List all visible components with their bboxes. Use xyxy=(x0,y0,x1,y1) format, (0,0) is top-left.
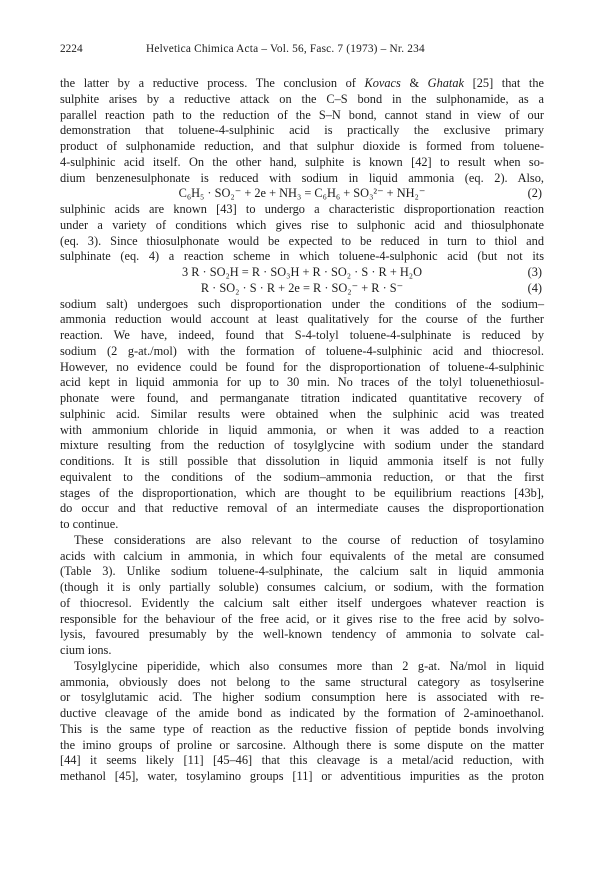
text-line: sulphite arises by a reductive attack on the C–S bond in the sulphonamide, as a xyxy=(60,91,544,106)
text-line: ammonia reduction would account at least qualitatively for the course of the further xyxy=(60,312,544,327)
text-line: 4-sulphinic acid itself. On the other hand, sulphite is known [42] to result when so- xyxy=(60,154,544,169)
running-header xyxy=(60,43,544,59)
text-line: dium benzenesulphonate is reduced with sodium in liquid ammonia (eq. 2). Also, xyxy=(60,170,544,185)
text-line: This is the same type of reaction as the reductive fission of peptide bonds involving xyxy=(60,721,544,736)
text-line: of thiocresol. Evidently the calcium salt either itself undergoes whatever reaction is xyxy=(60,595,544,610)
equation-text: C₆H₅ · SO₂⁻ + 2e + NH₃ = C₆H₆ + SO₃²⁻ + NH₂⁻ xyxy=(178,186,426,201)
text-line: the imino groups of proline or sarcosine. Although there is some dispute on the matter xyxy=(60,737,544,752)
text-line: (eq. 3). Since thiosulphonate would be expected to be reduced in turn to thiol and xyxy=(60,233,544,248)
text-line: (though it is only partially soluble) consumes calcium, or sodium, with the formation xyxy=(60,580,544,594)
equation-number: (3) xyxy=(527,265,542,279)
equation-number: (2) xyxy=(527,186,542,201)
text-line: reaction. We have, indeed, found that S-4-tolyl toluene-4-sulphinate is reduced by xyxy=(60,328,544,342)
text-line: methanol [45], water, tosylamino groups [11] or adventitious impurities as the proton xyxy=(60,769,544,783)
equation-text: 3 R · SO₂H = R · SO₃H + R · SO₂ · S · R + H₂O xyxy=(181,265,423,279)
text-line: or tosylglutamic acid. The higher sodium consumption here is associated with re- xyxy=(60,690,544,705)
text-line: with ammonium chloride in liquid ammonia, or when it was added to a reaction xyxy=(60,422,544,437)
text-line: stages of the disproportionation, which are thought to be equilibrium reactions [43b], xyxy=(60,485,544,500)
equation xyxy=(60,186,544,202)
text-line: cium ions. xyxy=(60,643,112,657)
equation-text: R · SO₂ · S · R + 2e = R · SO₂⁻ + R · S⁻ xyxy=(200,280,404,295)
text-line: responsible for the behaviour of the free acid, or it gives rise to the free acid by solvo- xyxy=(60,611,544,626)
text-line: sodium salt) undergoes such disproportionation under the conditions of the sodium– xyxy=(60,296,544,311)
text-line: sulphinic acids are known [43] to undergo a characteristic disproportionation reaction xyxy=(60,202,544,216)
text-line: phonate were found, and permanganate titration indicated quantitative recovery of xyxy=(60,391,544,405)
text-line: conditions. It is still possible that dissolution in liquid ammonia itself is not fully xyxy=(60,454,544,468)
text-line: ammonia, obviously does not belong to the same structural category as tosylserine xyxy=(60,674,544,689)
equation-number: (4) xyxy=(527,280,542,295)
equation xyxy=(60,265,544,281)
text-line: parallel reaction path to the reduction of the S–N bond, cannot stand in view of our xyxy=(60,107,544,122)
text-line: acid kept in liquid ammonia for up to 30 min. No traces of the tolyl toluenethiosul- xyxy=(60,375,544,390)
text-line: demonstration that toluene-4-sulphinic acid is practically the exclusive primary xyxy=(60,123,544,138)
text-line: ductive cleavage of the amide bond as indicated by the formation of 2-aminoethanol. xyxy=(60,706,544,720)
running-title: Helvetica Chimica Acta – Vol. 56, Fasc. 7 (1973) – Nr. 234 xyxy=(146,43,425,55)
text-line: [44] it seems likely [11] [45–46] that this cleavage is a metal/acid reduction, with xyxy=(60,753,544,768)
text-line: sodium (2 g-at./mol) with the formation of toluene-4-sulphinic acid and thiocresol. xyxy=(60,343,544,358)
text-line: under a variety of conditions which gives rise to sulphonic acid and thiosulphonate xyxy=(60,217,544,232)
text-line: lysis, favoured presumably by the well-known tendency of ammonia to solvate cal- xyxy=(60,627,544,642)
text-line: equivalent to the conditions of the sodium–ammonia reduction, or that the first xyxy=(60,469,544,484)
text-line: mixture resulting from the reduction of tosylglycine with sodium under the standard xyxy=(60,438,544,453)
text-line: (Table 3). Unlike sodium toluene-4-sulphinate, the calcium salt in liquid ammonia xyxy=(60,564,544,579)
text-line: do occur and that reductive removal of an intermediate causes the disproportionation xyxy=(60,501,544,516)
text-line: Tosylglycine piperidide, which also consumes more than 2 g-at. Na/mol in liquid xyxy=(74,658,544,673)
text-line: product of sulphonamide reduction, and that sulphur dioxide is formed from toluene- xyxy=(60,139,544,153)
text-line: sulphinic acid. Similar results were obtained when the sulphinic acid was treated xyxy=(60,406,544,421)
text-line: acids with calcium in ammonia, in which four equivalents of the metal are consumed xyxy=(60,548,544,563)
text-line: sulphinate (eq. 4) a reaction scheme in which toluene-4-sulphonic acid (but not its xyxy=(60,249,544,264)
article-body xyxy=(60,76,544,785)
text-line: However, no evidence could be found for the disproportionation of toluene-4-sulphinic xyxy=(60,359,544,374)
text-line: to continue. xyxy=(60,517,119,531)
text-line: the latter by a reductive process. The conclusion of Kovacs & Ghatak [25] that the xyxy=(60,76,544,90)
page-number: 2224 xyxy=(60,43,83,55)
text-line: These considerations are also relevant to the course of reduction of tosylamino xyxy=(74,532,544,547)
equation xyxy=(60,281,544,297)
